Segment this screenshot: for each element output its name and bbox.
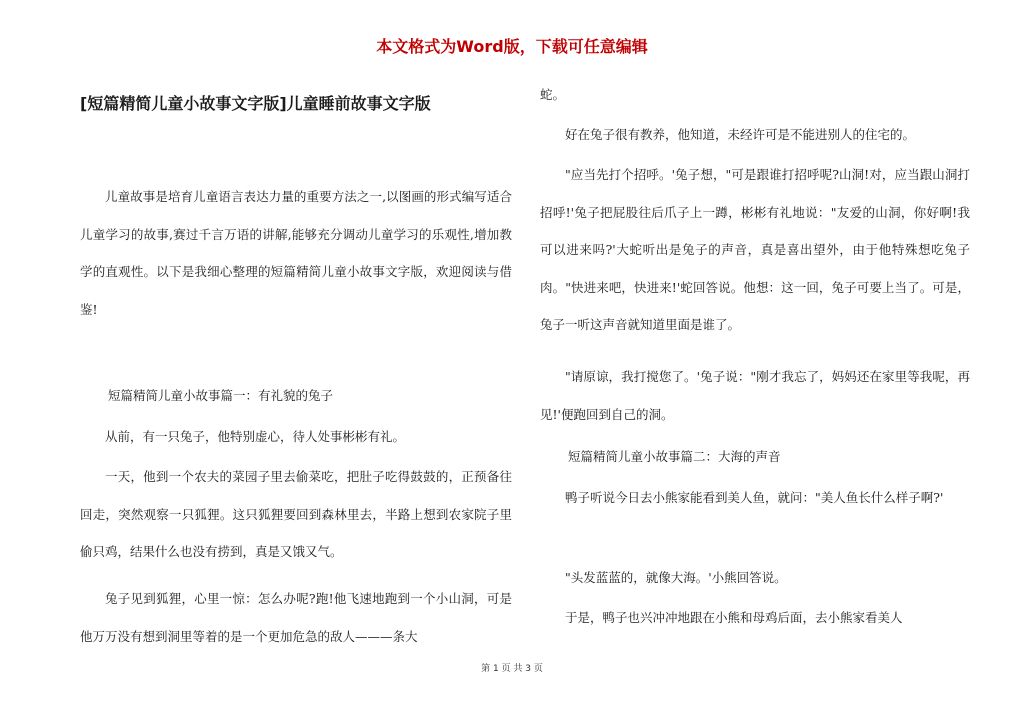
story1-paragraph-1: 从前，有一只兔子，他特别虚心，待人处事彬彬有礼。 xyxy=(105,429,406,444)
intro-paragraph: 儿童故事是培育儿童语言表达力量的重要方法之一,以图画的形式编写适合儿童学习的故事,赛过千言万语的讲解,能够充分调动儿童学习的乐观性,增加教学的直观性。以下是我细心整理的短篇精简儿童小故事文字版，欢迎阅读与借鉴! xyxy=(80,189,512,317)
story1-paragraph-4: 好在兔子很有教养，他知道，未经许可是不能进别人的住宅的。 xyxy=(565,127,916,142)
story1-paragraph-5: "应当先打个招呼。'兔子想，"可是跟谁打招呼呢?山洞!对，应当跟山洞打招呼!'兔子把屁股往后爪子上一蹲，彬彬有礼地说："友爱的山洞，你好啊!我可以进来吗?'大蛇听出是兔子的声音，真是喜出望外，由于他特殊想吃兔子肉。"快进来吧，快进来!'蛇回答说。他想：这一回，兔子可要上当了。可是，兔子一听这声音就知道里面是谁了。 xyxy=(540,167,970,332)
story2-paragraph-2: "头发蓝蓝的，就像大海。'小熊回答说。 xyxy=(565,570,787,585)
story1-paragraph-2: 一天，他到一个农夫的菜园子里去偷菜吃，把肚子吃得鼓鼓的，正预备往回走，突然观察一只狐狸。这只狐狸要回到森林里去，半路上想到农家院子里偷只鸡，结果什么也没有捞到，真是又饿又气。 xyxy=(80,469,512,559)
story2-paragraph-1: 鸭子听说今日去小熊家能看到美人鱼，就问："美人鱼长什么样子啊?' xyxy=(565,490,944,505)
story1-paragraph-3: 兔子见到狐狸，心里一惊：怎么办呢?跑!他飞速地跑到一个小山洞，可是他万万没有想到洞里等着的是一个更加危急的敌人———条大 xyxy=(80,591,512,644)
story2-paragraph-3: 于是，鸭子也兴冲冲地跟在小熊和母鸡后面，去小熊家看美人 xyxy=(565,610,903,625)
document-title: [短篇精简儿童小故事文字版]儿童睡前故事文字版 xyxy=(80,94,431,113)
story1-paragraph-6: "请原谅，我打搅您了。'兔子说："刚才我忘了，妈妈还在家里等我呢，再见!'便跑回到自己的洞。 xyxy=(540,369,970,422)
download-banner: 本文格式为Word版，下载可任意编辑 xyxy=(376,37,648,56)
story1-continuation: 蛇。 xyxy=(540,87,566,102)
page-footer: 第 1 页 共 3 页 xyxy=(481,664,543,674)
story-heading-1: 短篇精简儿童小故事篇一：有礼貌的兔子 xyxy=(108,388,334,403)
story-heading-2: 短篇精简儿童小故事篇二：大海的声音 xyxy=(568,449,781,464)
